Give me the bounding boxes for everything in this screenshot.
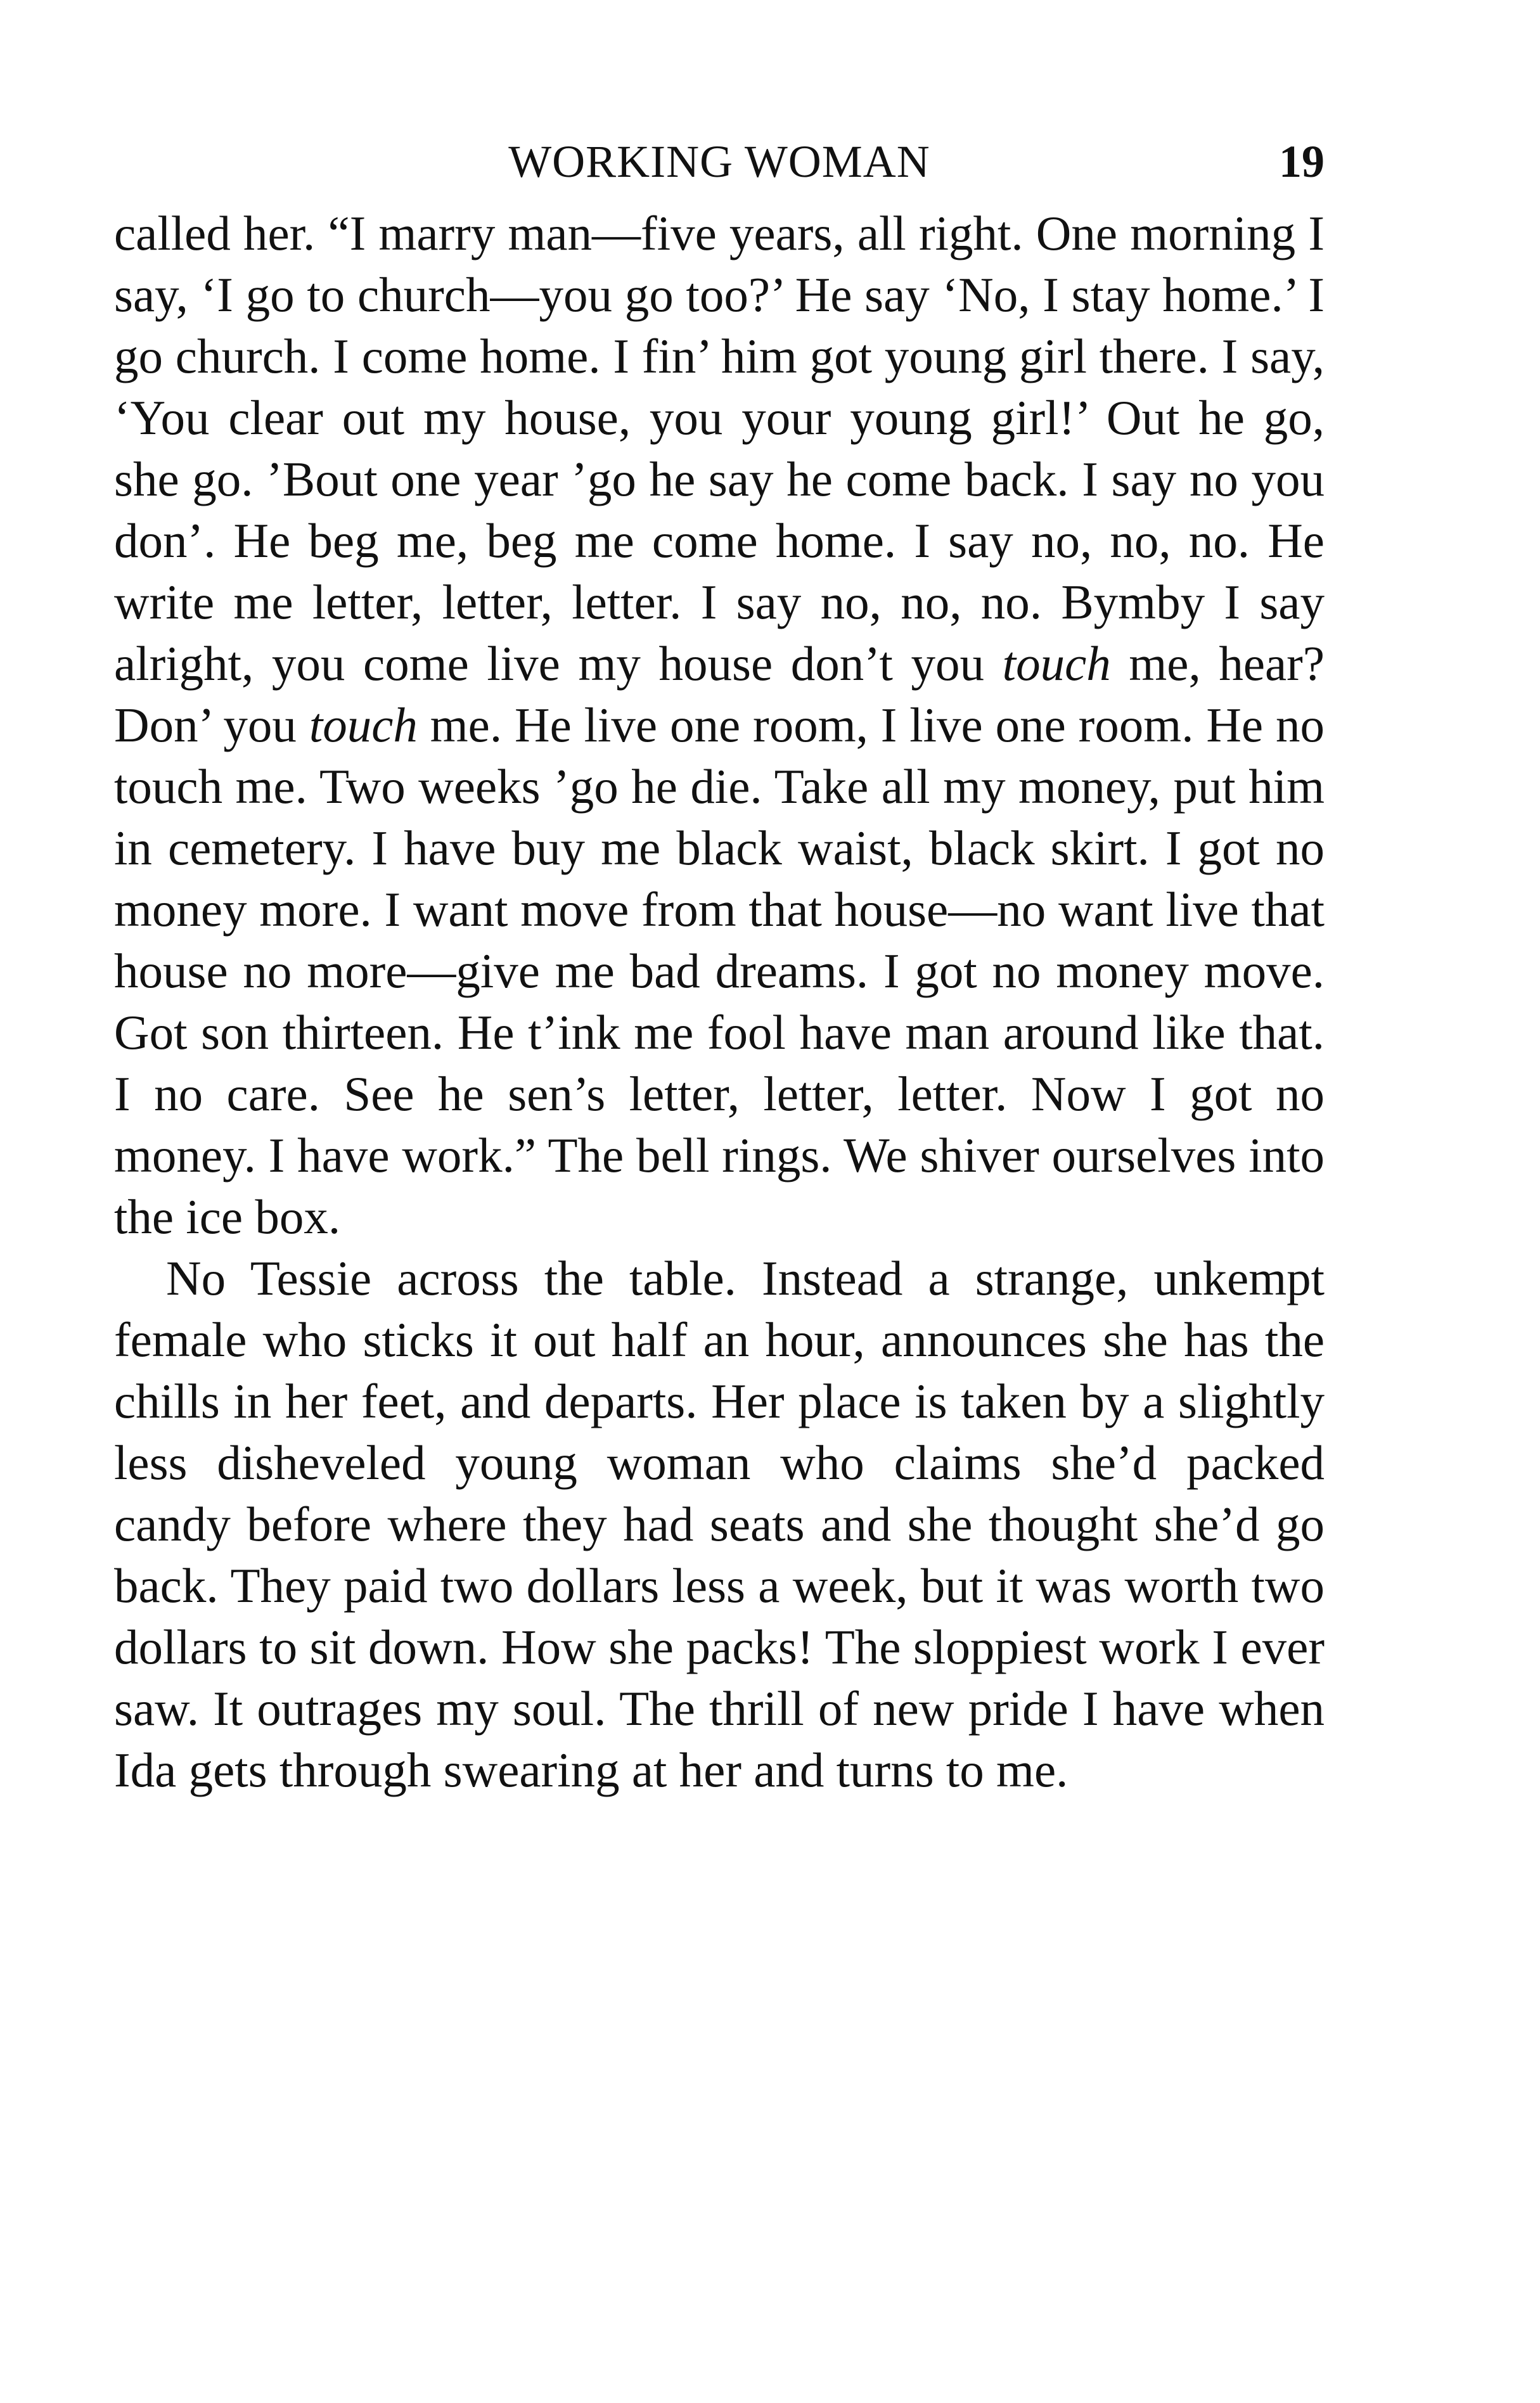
text-segment: me, hear? Don’ you	[114, 636, 1325, 752]
paragraph-2	[114, 1248, 1325, 1801]
italic-segment: touch	[1002, 636, 1111, 691]
running-title: WORKING WOMAN	[508, 136, 930, 187]
paragraph-1	[114, 203, 1325, 1248]
body-text	[114, 203, 1325, 1801]
text-segment: me. He live one room, I live one room. He no touch me. Two weeks ’go he die. Take all my money, put him in cemetery. I have buy me black waist, black skirt. I got no money more. I want move from that house—no want live that house no more—give me bad dreams. I got no money move. Got son thirteen. He t’ink me fool have man around like that. I no care. See he sen’s letter, letter, letter. Now I got no money. I have work.” The bell rings. We shiver ourselves into the ice box.	[114, 698, 1325, 1244]
text-segment: called her. “I marry man—five years, all right. One morning I say, ‘I go to church—you go too?’ He say ‘No, I stay home.’ I go church. I come home. I fin’ him got young girl there. I say, ‘You clear out my house, you your young girl!’ Out he go, she go. ’Bout one year ’go he say he come back. I say no you don’. He beg me, beg me come home. I say no, no, no. He write me letter, letter, letter. I say no, no, no. Bymby I say alright, you come live my house don’t you	[114, 206, 1325, 691]
book-page	[114, 120, 1325, 1801]
italic-segment: touch	[309, 698, 418, 752]
text-segment: No Tessie across the table. Instead a strange, unkempt female who sticks it out half an hour, announces she has the chills in her feet, and departs. Her place is taken by a slightly less disheveled young woman who claims she’d packed candy before where they had seats and she thought she’d go back. They paid two dollars less a week, but it was worth two dollars to sit down. How she packs! The sloppiest work I ever saw. It outrages my soul. The thrill of new pride I have when Ida gets through swearing at her and turns to me.	[114, 1251, 1325, 1797]
running-head	[114, 120, 1325, 203]
page-number: 19	[1279, 136, 1325, 187]
